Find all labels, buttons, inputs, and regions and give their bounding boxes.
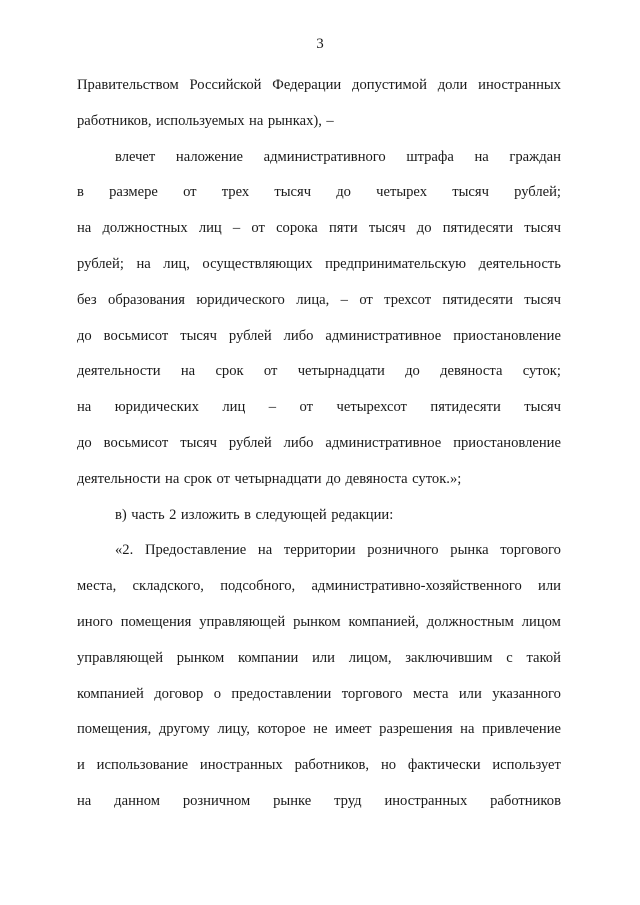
- text-word: деятельности: [77, 363, 161, 380]
- text-word: без: [77, 291, 97, 308]
- text-word: компанией,: [348, 613, 419, 630]
- text-line: [77, 575, 561, 611]
- text-word: на: [249, 112, 264, 129]
- text-word: от: [299, 399, 314, 416]
- text-word: на: [165, 470, 180, 487]
- text-word: приостановление: [453, 327, 561, 344]
- text-word: приостановление: [453, 434, 561, 451]
- text-word: договор: [154, 685, 204, 702]
- text-word: до: [336, 184, 351, 201]
- text-word: розничного: [367, 542, 439, 559]
- text-word: в): [115, 506, 127, 523]
- text-word: либо: [283, 327, 314, 344]
- text-word: но: [380, 757, 397, 774]
- text-word: использование: [96, 757, 189, 774]
- text-word: торгового: [341, 685, 403, 702]
- text-word: пятидесяти: [430, 399, 501, 416]
- text-word: размере: [109, 184, 158, 201]
- text-word: тысяч: [180, 434, 217, 451]
- text-word: девяноста: [345, 470, 408, 487]
- text-line: [77, 432, 561, 468]
- text-word: трех: [221, 184, 250, 201]
- text-word: помещения: [120, 613, 192, 630]
- text-word: наложение: [175, 148, 244, 165]
- text-word: 2: [169, 506, 177, 523]
- text-word: используемых: [156, 112, 245, 129]
- text-word: Предоставление: [144, 542, 247, 559]
- text-line: [77, 754, 561, 790]
- text-word: суток;: [522, 363, 561, 380]
- text-word: подсобного,: [220, 578, 296, 595]
- text-word: влечет: [115, 148, 156, 165]
- text-word: до: [416, 220, 432, 237]
- text-word: на: [77, 399, 92, 416]
- text-word: граждан: [509, 148, 561, 165]
- text-word: тысяч: [368, 220, 406, 237]
- text-word: на: [180, 363, 196, 380]
- text-word: места: [412, 685, 449, 702]
- text-word: фактически: [407, 757, 481, 774]
- page-number: 3: [316, 36, 324, 52]
- text-word: от: [251, 220, 265, 237]
- text-word: привлечение: [482, 721, 561, 738]
- text-word: иного: [77, 613, 113, 630]
- text-word: лицу,: [217, 721, 250, 738]
- text-word: Российской: [189, 77, 262, 93]
- text-word: или: [312, 649, 335, 666]
- text-word: данном: [114, 792, 160, 809]
- text-word: от: [183, 184, 197, 201]
- text-word: срок: [215, 363, 244, 380]
- text-word: Федерации: [272, 77, 342, 93]
- text-line: [77, 468, 561, 504]
- text-word: работников,: [294, 757, 370, 774]
- text-word: восьмисот: [103, 327, 169, 344]
- text-word: тысяч: [524, 220, 561, 237]
- text-word: деятельность: [478, 255, 561, 272]
- text-word: складского,: [132, 578, 204, 595]
- text-word: тысяч: [524, 291, 561, 308]
- text-word: иностранных: [384, 792, 468, 809]
- text-word: лица,: [296, 291, 330, 308]
- text-word: работников,: [77, 112, 152, 129]
- text-word: –: [268, 399, 277, 416]
- text-word: срок: [183, 470, 213, 487]
- text-word: компании: [238, 649, 299, 666]
- text-line: [77, 217, 561, 253]
- text-word: пятидесяти: [442, 220, 514, 237]
- text-word: либо: [283, 434, 314, 451]
- text-word: четырнадцати: [234, 470, 322, 487]
- text-word: о: [213, 685, 221, 702]
- text-word: рынках),: [267, 112, 322, 129]
- text-word: сорока: [276, 220, 318, 237]
- text-word: лицом,: [348, 649, 392, 666]
- text-line: [77, 647, 561, 683]
- document-body: [77, 74, 561, 826]
- text-word: использует: [492, 757, 561, 774]
- text-word: рынка: [450, 542, 489, 559]
- text-word: административного: [263, 148, 386, 165]
- text-word: не: [313, 721, 328, 738]
- text-line: [77, 539, 561, 575]
- text-word: трехсот: [384, 291, 432, 308]
- text-word: на: [474, 148, 489, 165]
- text-line: [77, 611, 561, 647]
- text-word: иностранных: [478, 77, 561, 93]
- text-word: лиц,: [163, 255, 190, 272]
- text-line: [77, 289, 561, 325]
- text-word: часть: [131, 506, 165, 523]
- text-word: такой: [526, 649, 561, 666]
- text-word: административное: [325, 327, 442, 344]
- text-word: и: [77, 757, 85, 774]
- text-line: [77, 181, 561, 217]
- text-word: редакции:: [331, 506, 394, 523]
- text-word: от: [216, 470, 230, 487]
- text-line: [77, 253, 561, 289]
- text-word: лиц: [198, 220, 222, 237]
- text-word: места,: [77, 578, 117, 595]
- text-word: рынком: [176, 649, 225, 666]
- text-word: доли: [437, 77, 468, 93]
- text-word: Правительством: [77, 77, 179, 93]
- text-word: рублей: [228, 434, 272, 451]
- text-word: указанного: [492, 685, 561, 702]
- text-line: [77, 790, 561, 826]
- text-word: восьмисот: [103, 434, 169, 451]
- text-line: [77, 325, 561, 361]
- text-word: или: [458, 685, 482, 702]
- text-word: образования: [108, 291, 186, 308]
- text-word: от: [263, 363, 278, 380]
- text-word: тысяч: [452, 184, 489, 201]
- text-word: на: [77, 220, 92, 237]
- text-word: должностных: [102, 220, 188, 237]
- text-word: до: [77, 434, 92, 451]
- text-word: до: [405, 363, 420, 380]
- text-word: осуществляющих: [202, 255, 313, 272]
- text-word: –: [340, 291, 348, 308]
- text-word: суток.»;: [412, 470, 462, 487]
- text-line: [77, 360, 561, 396]
- text-word: на: [136, 255, 151, 272]
- text-word: заключившим: [405, 649, 493, 666]
- text-word: другому: [158, 721, 210, 738]
- text-word: помещения,: [77, 721, 152, 738]
- text-word: юридического: [196, 291, 285, 308]
- text-word: допустимой: [352, 77, 427, 93]
- text-word: изложить: [180, 506, 240, 523]
- text-word: девяноста: [440, 363, 503, 380]
- text-word: «2.: [115, 542, 134, 559]
- text-word: на: [460, 721, 475, 738]
- text-word: следующей: [255, 506, 327, 523]
- text-word: на: [77, 792, 92, 809]
- text-word: имеет: [335, 721, 372, 738]
- text-word: розничном: [182, 792, 251, 809]
- text-word: управляющей: [77, 649, 164, 666]
- text-word: предпринимательскую: [325, 255, 467, 272]
- text-word: на: [257, 542, 273, 559]
- text-word: работников: [490, 792, 561, 809]
- text-word: труд: [334, 792, 362, 809]
- text-line: [77, 146, 561, 182]
- text-word: юридических: [114, 399, 199, 416]
- text-word: рублей;: [514, 184, 561, 201]
- text-word: четырехсот: [336, 399, 407, 416]
- text-word: пяти: [328, 220, 358, 237]
- text-word: которое: [257, 721, 306, 738]
- text-word: –: [326, 112, 334, 129]
- text-word: предоставлении: [231, 685, 332, 702]
- text-word: компанией: [77, 685, 144, 702]
- text-line: [77, 110, 561, 146]
- text-word: в: [244, 506, 252, 523]
- text-word: административное: [325, 434, 442, 451]
- text-word: управляющей: [199, 613, 286, 630]
- text-word: деятельности: [77, 470, 161, 487]
- text-line: [77, 74, 561, 110]
- text-word: должностным: [426, 613, 514, 630]
- text-word: рублей: [228, 327, 272, 344]
- text-word: тысяч: [180, 327, 217, 344]
- text-word: четырех: [376, 184, 428, 201]
- text-word: лицом: [521, 613, 561, 630]
- text-word: административно-хозяйственного: [311, 578, 522, 595]
- text-line: [77, 504, 561, 540]
- text-word: торгового: [500, 542, 561, 559]
- text-word: –: [232, 220, 241, 237]
- text-line: [77, 718, 561, 754]
- text-word: рублей;: [77, 255, 124, 272]
- text-word: разрешения: [379, 721, 453, 738]
- text-word: штрафа: [406, 148, 454, 165]
- text-word: четырнадцати: [297, 363, 385, 380]
- text-word: территории: [283, 542, 356, 559]
- text-word: тысяч: [524, 399, 561, 416]
- text-line: [77, 683, 561, 719]
- text-word: с: [506, 649, 513, 666]
- text-word: рынком: [293, 613, 341, 630]
- text-word: пятидесяти: [442, 291, 513, 308]
- text-word: тысяч: [274, 184, 312, 201]
- text-word: до: [77, 327, 92, 344]
- text-word: до: [326, 470, 341, 487]
- text-word: рынке: [273, 792, 312, 809]
- text-word: от: [359, 291, 373, 308]
- text-word: лиц: [222, 399, 246, 416]
- text-word: иностранных: [199, 757, 283, 774]
- text-word: или: [538, 578, 561, 595]
- text-line: [77, 396, 561, 432]
- text-word: в: [77, 184, 84, 201]
